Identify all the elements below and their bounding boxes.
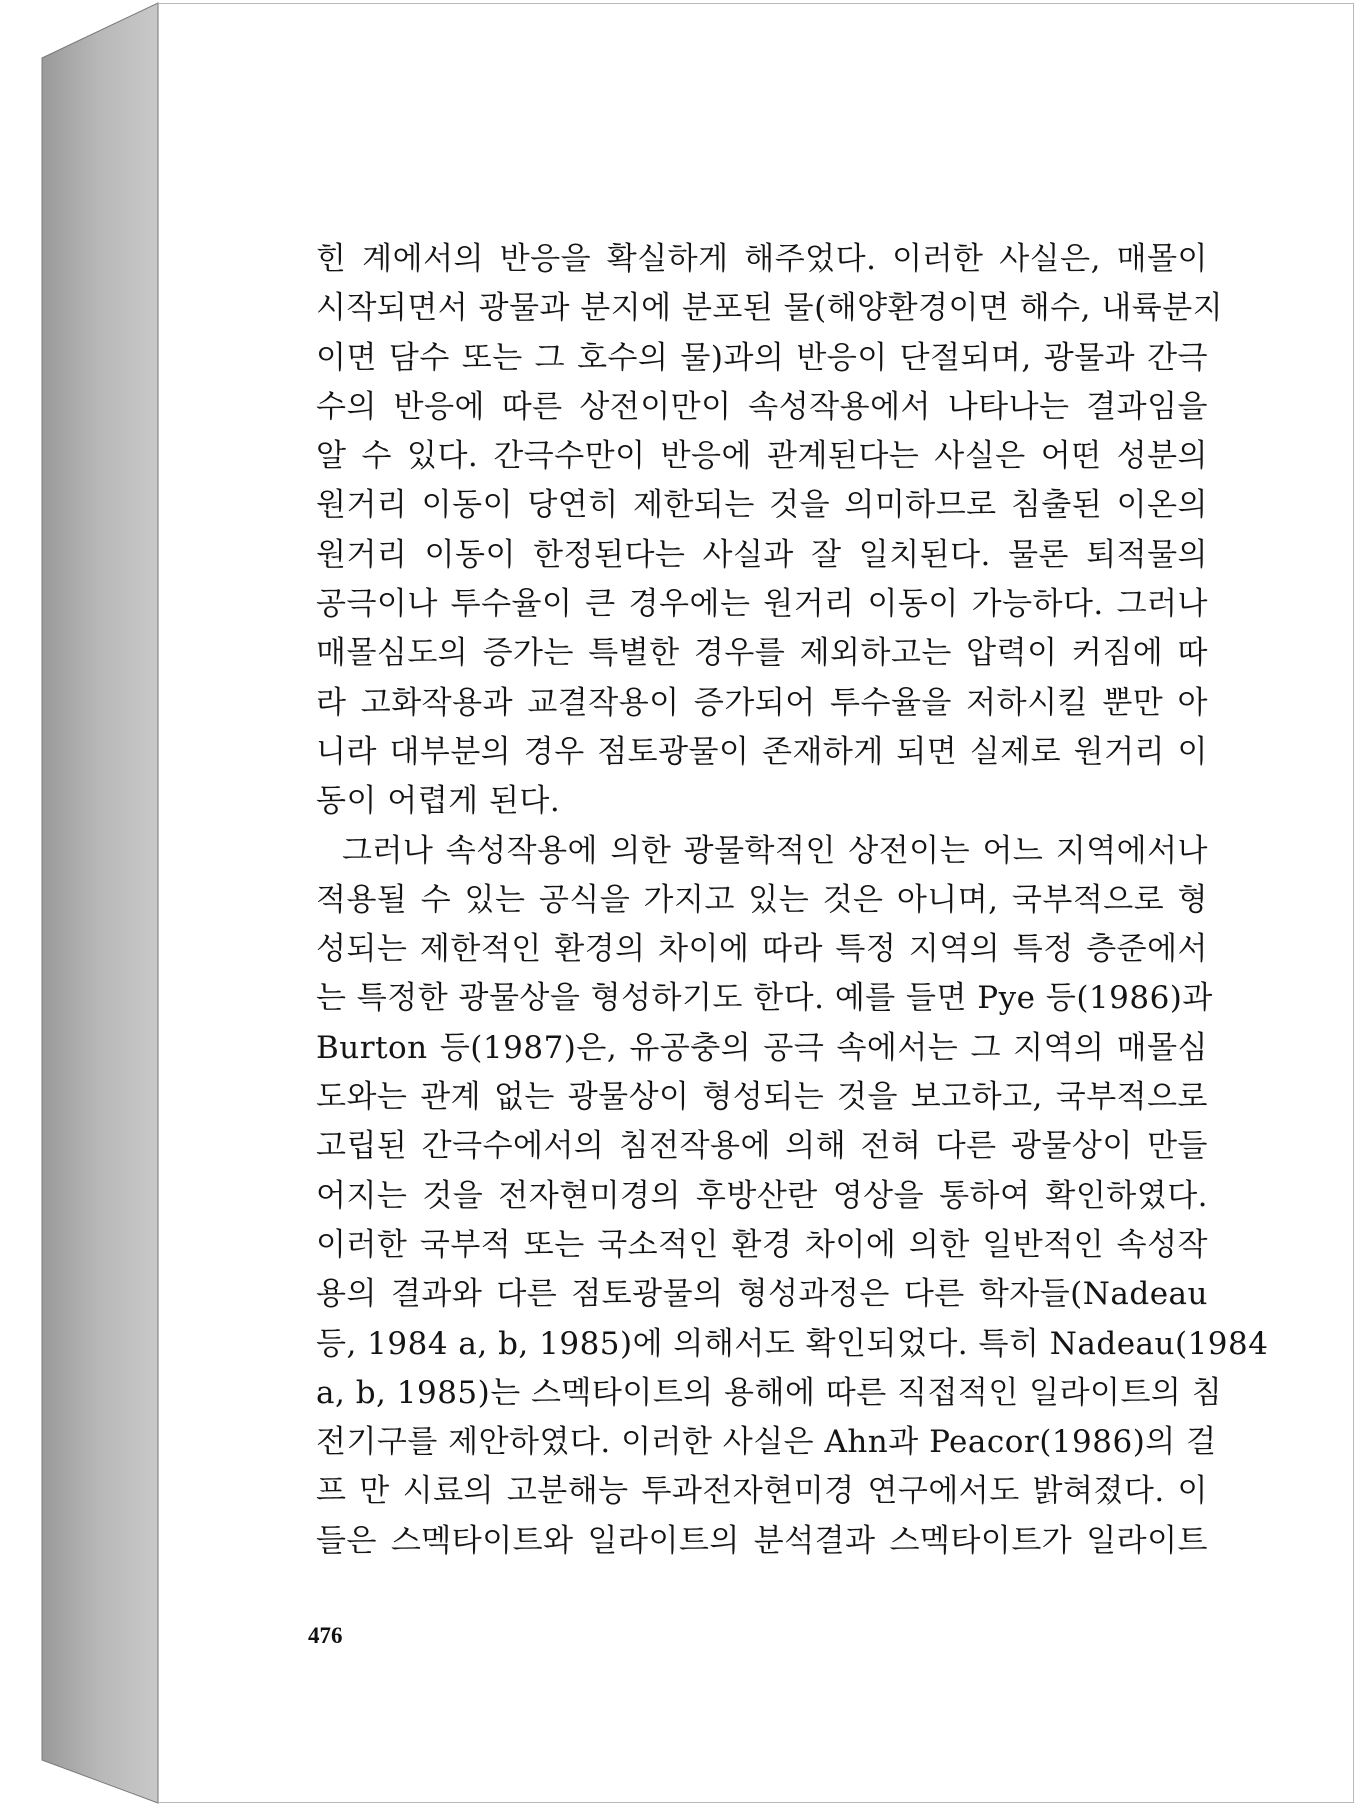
text-line: 시작되면서 광물과 분지에 분포된 물(해양환경이면 해수, 내륙분지 bbox=[316, 290, 1224, 327]
text-line: 는 특정한 광물상을 형성하기도 한다. 예를 들면 Pye 등(1986)과 bbox=[316, 980, 1213, 1017]
text-line: 매몰심도의 증가는 특별한 경우를 제외하고는 압력이 커짐에 따 bbox=[316, 635, 1208, 672]
text-line: 이면 담수 또는 그 호수의 물)과의 반응이 단절되며, 광물과 간극 bbox=[316, 339, 1208, 376]
text-line: 공극이나 투수율이 큰 경우에는 원거리 이동이 가능하다. 그러나 bbox=[316, 586, 1208, 623]
text-line: 니라 대부분의 경우 점토광물이 존재하게 되면 실제로 원거리 이 bbox=[316, 733, 1208, 770]
text-line: 전기구를 제안하였다. 이러한 사실은 Ahn과 Peacor(1986)의 걸 bbox=[316, 1424, 1217, 1461]
text-line: 들은 스멕타이트와 일라이트의 분석결과 스멕타이트가 일라이트 bbox=[316, 1522, 1208, 1559]
text-line: 원거리 이동이 한정된다는 사실과 잘 일치된다. 물론 퇴적물의 bbox=[316, 536, 1208, 573]
text-line: 이러한 국부적 또는 국소적인 환경 차이에 의한 일반적인 속성작 bbox=[316, 1226, 1208, 1263]
text-line: Burton 등(1987)은, 유공충의 공극 속에서는 그 지역의 매몰심 bbox=[316, 1029, 1208, 1066]
text-line: a, b, 1985)는 스멕타이트의 용해에 따른 직접적인 일라이트의 침 bbox=[316, 1374, 1223, 1411]
text-line: 알 수 있다. 간극수만이 반응에 관계된다는 사실은 어떤 성분의 bbox=[316, 438, 1208, 475]
page-number: 476 bbox=[308, 1623, 343, 1648]
text-line: 도와는 관계 없는 광물상이 형성되는 것을 보고하고, 국부적으로 bbox=[316, 1079, 1208, 1116]
body-text bbox=[316, 235, 1269, 1566]
text-line: 고립된 간극수에서의 침전작용에 의해 전혀 다른 광물상이 만들 bbox=[316, 1128, 1208, 1165]
text-line: 수의 반응에 따른 상전이만이 속성작용에서 나타나는 결과임을 bbox=[316, 388, 1208, 425]
text-line: 용의 결과와 다른 점토광물의 형성과정은 다른 학자들(Nadeau bbox=[316, 1276, 1208, 1313]
text-line: 그러나 속성작용에 의한 광물학적인 상전이는 어느 지역에서나 bbox=[342, 832, 1208, 869]
text-line: 성되는 제한적인 환경의 차이에 따라 특정 지역의 특정 층준에서 bbox=[316, 931, 1208, 968]
text-line: 라 고화작용과 교결작용이 증가되어 투수율을 저하시킬 뿐만 아 bbox=[316, 684, 1208, 721]
text-line: 원거리 이동이 당연히 제한되는 것을 의미하므로 침출된 이온의 bbox=[316, 487, 1208, 524]
text-line: 힌 계에서의 반응을 확실하게 해주었다. 이러한 사실은, 매몰이 bbox=[316, 241, 1208, 277]
text-line: 등, 1984 a, b, 1985)에 의해서도 확인되었다. 특히 Nadeau(1984 bbox=[316, 1325, 1269, 1362]
text-line: 동이 어렵게 된다. bbox=[316, 783, 561, 820]
text-line: 프 만 시료의 고분해능 투과전자현미경 연구에서도 밝혀졌다. 이 bbox=[316, 1473, 1208, 1510]
text-line: 어지는 것을 전자현미경의 후방산란 영상을 통하여 확인하였다. bbox=[316, 1177, 1208, 1214]
text-line: 적용될 수 있는 공식을 가지고 있는 것은 아니며, 국부적으로 형 bbox=[316, 881, 1208, 918]
